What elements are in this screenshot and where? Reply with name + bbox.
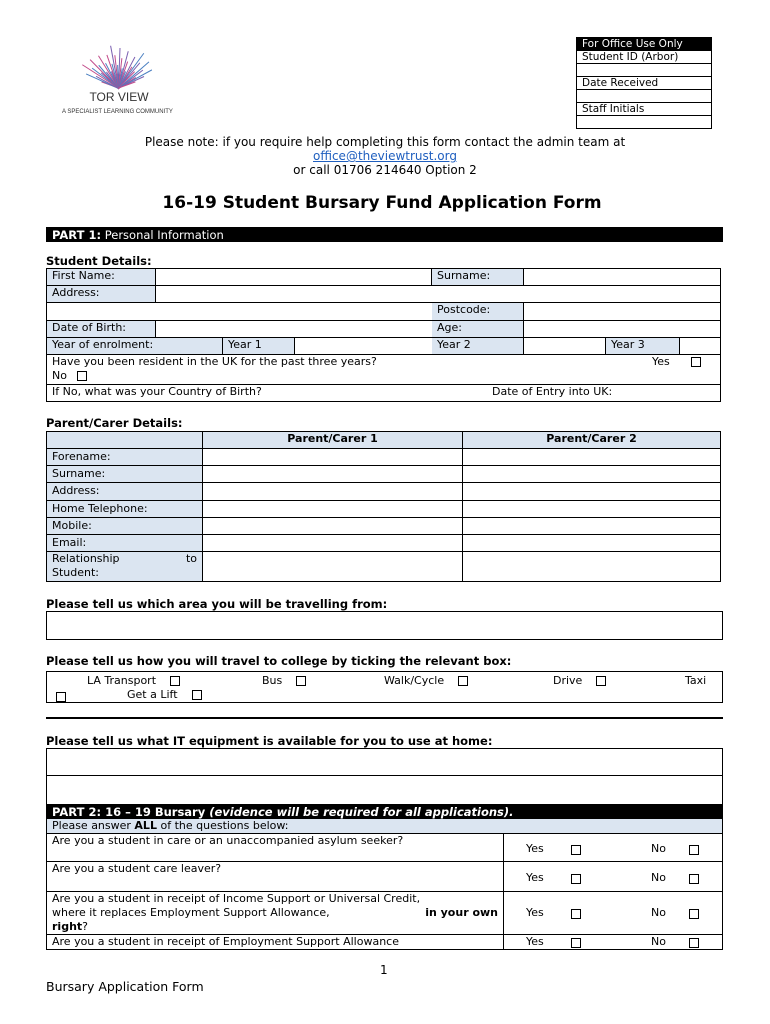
office-use-table: [576, 37, 712, 129]
parent-row-label: Address:: [46, 482, 203, 500]
school-logo: [60, 32, 195, 122]
address-field-line2[interactable]: [46, 302, 433, 321]
q3-line2-text: where it replaces Employment Support Allowance,: [52, 906, 330, 919]
office-date-received-field[interactable]: [577, 90, 712, 103]
q3-line3: [52, 920, 498, 934]
office-student-id-label: Student ID (Arbor): [577, 51, 712, 64]
parent-row-label: Surname:: [46, 465, 203, 483]
q4-yes-label: Yes: [526, 935, 544, 948]
travel-from-field[interactable]: [46, 611, 723, 640]
parent-row-label: Forename:: [46, 448, 203, 466]
year2-field[interactable]: [524, 337, 606, 355]
parent1-field[interactable]: [202, 517, 463, 535]
year3-label: Year 3: [606, 337, 680, 355]
year1-label: Year 1: [223, 337, 295, 355]
parent1-header: Parent/Carer 1: [202, 431, 463, 449]
q2-question: Are you a student care leaver?: [46, 861, 504, 892]
resident-yes-label: Yes: [652, 355, 670, 368]
relationship-word: Relationship: [52, 552, 120, 565]
parent-row-label: Mobile:: [46, 517, 203, 535]
q3-no-label: No: [651, 906, 666, 919]
q2-yes-checkbox[interactable]: [571, 874, 581, 884]
la-transport-checkbox[interactable]: [170, 676, 180, 686]
first-name-field[interactable]: [156, 268, 432, 286]
q1-question: Are you a student in care or an unaccompanied asylum seeker?: [46, 833, 504, 862]
address-label: Address:: [46, 285, 156, 303]
relationship-to: to: [185, 552, 197, 565]
travel-option-drive: [553, 674, 606, 688]
office-staff-initials-field[interactable]: [577, 116, 712, 129]
q3-line2: [52, 906, 498, 920]
parent2-field[interactable]: [462, 448, 721, 466]
q2-yes-label: Yes: [526, 871, 544, 884]
it-equipment-field-2[interactable]: [46, 775, 723, 805]
parent-details-heading: Parent/Carer Details:: [46, 416, 183, 430]
parent-row-label: Home Telephone:: [46, 500, 203, 518]
q3-yes-label: Yes: [526, 906, 544, 919]
footer-label: Bursary Application Form: [46, 979, 204, 994]
q2-no-label: No: [651, 871, 666, 884]
drive-label: Drive: [553, 674, 583, 687]
get-a-lift-label: Get a Lift: [127, 688, 178, 701]
la-transport-label: LA Transport: [87, 674, 157, 687]
q4-question: Are you a student in receipt of Employment Support Allowance: [46, 934, 504, 950]
parent1-field[interactable]: [202, 482, 463, 500]
office-title: For Office Use Only: [577, 38, 712, 51]
year2-label: Year 2: [432, 337, 524, 355]
q3-right: right: [52, 920, 83, 933]
travel-option-walk-cycle: [384, 674, 468, 688]
address-field[interactable]: [156, 285, 721, 303]
part1-title: Personal Information: [104, 228, 224, 242]
q1-no-checkbox[interactable]: [689, 845, 699, 855]
age-label: Age:: [432, 320, 524, 338]
q1-answers: [503, 833, 723, 862]
resident-no-checkbox[interactable]: [77, 371, 87, 381]
parent2-field[interactable]: [462, 534, 721, 552]
relationship-student: Student:: [52, 566, 100, 579]
dob-label: Date of Birth:: [46, 320, 156, 338]
answer-all: ALL: [134, 819, 157, 832]
it-equipment-heading: Please tell us what IT equipment is available for you to use at home:: [46, 734, 493, 748]
travel-options-box: [46, 671, 723, 703]
resident-yes-checkbox[interactable]: [691, 357, 701, 367]
parent-row-label: Email:: [46, 534, 203, 552]
resident-no-label: No: [52, 369, 67, 382]
q3-answers: [503, 891, 723, 935]
answer-instruction: [46, 819, 723, 834]
q3-no-checkbox[interactable]: [689, 909, 699, 919]
q4-yes-checkbox[interactable]: [571, 938, 581, 948]
page-number: 1: [380, 963, 388, 977]
q3-question: [46, 891, 504, 935]
it-equipment-field-1[interactable]: [46, 748, 723, 776]
office-staff-initials-label: Staff Initials: [577, 103, 712, 116]
q3-yes-checkbox[interactable]: [571, 909, 581, 919]
form-title: 16-19 Student Bursary Fund Application Form: [162, 193, 602, 213]
q3-line2-bold: in your own: [425, 906, 498, 919]
resident-question: Have you been resident in the UK for the past three years?: [52, 355, 377, 368]
q4-no-checkbox[interactable]: [689, 938, 699, 948]
q3-end: ?: [82, 920, 89, 933]
entry-date-label: Date of Entry into UK:: [492, 385, 613, 398]
parent2-relationship-field[interactable]: [462, 551, 721, 582]
q1-yes-label: Yes: [526, 842, 544, 855]
postcode-label: Postcode:: [432, 302, 524, 321]
travel-option-taxi-label: Taxi: [685, 674, 707, 687]
travel-from-heading: Please tell us which area you will be travelling from:: [46, 597, 388, 611]
enrolment-label: Year of enrolment:: [46, 337, 223, 355]
parent-details-table: [46, 431, 721, 582]
part1-label: PART 1:: [52, 228, 102, 242]
relationship-label: [46, 551, 203, 582]
parent1-field[interactable]: [202, 500, 463, 518]
part2-label: PART 2: 16 – 19 Bursary: [52, 805, 206, 819]
student-details-heading: Student Details:: [46, 254, 152, 268]
q3-line1: Are you a student in receipt of Income Support or Universal Credit,: [52, 892, 421, 905]
parent2-field[interactable]: [462, 500, 721, 518]
travel-option-la-transport: [87, 674, 180, 688]
logo-tagline: A SPECIALIST LEARNING COMMUNITY: [62, 109, 173, 115]
answer-post: of the questions below:: [156, 819, 289, 832]
parent2-header: Parent/Carer 2: [462, 431, 721, 449]
parent1-field[interactable]: [202, 534, 463, 552]
parent2-field[interactable]: [462, 465, 721, 483]
parent1-field[interactable]: [202, 448, 463, 466]
student-details-table: [46, 268, 721, 402]
age-field[interactable]: [524, 320, 721, 338]
parent1-field[interactable]: [202, 465, 463, 483]
part2-note: (evidence will be required for all applications).: [209, 805, 514, 819]
dob-field[interactable]: [156, 320, 433, 338]
drive-checkbox[interactable]: [596, 676, 606, 686]
part1-header: [46, 227, 723, 242]
get-a-lift-checkbox[interactable]: [192, 690, 202, 700]
walk-cycle-label: Walk/Cycle: [384, 674, 445, 687]
answer-pre: Please answer: [52, 819, 135, 832]
q2-no-checkbox[interactable]: [689, 874, 699, 884]
first-name-label: First Name:: [46, 268, 156, 286]
parent2-field[interactable]: [462, 517, 721, 535]
office-date-received-label: Date Received: [577, 77, 712, 90]
surname-label: Surname:: [432, 268, 524, 286]
parent1-relationship-field[interactable]: [202, 551, 463, 582]
office-student-id-field[interactable]: [577, 64, 712, 77]
q4-answers: [503, 934, 723, 950]
q1-yes-checkbox[interactable]: [571, 845, 581, 855]
travel-option-get-a-lift: [127, 688, 202, 702]
section-divider: [46, 717, 723, 719]
help-note-text: Please note: if you require help completing this form contact the admin team at: [144, 135, 626, 149]
resident-yes: [652, 355, 701, 369]
resident-question-row: [46, 354, 721, 385]
part2-header: [46, 804, 723, 819]
travel-how-heading: Please tell us how you will travel to college by ticking the relevant box:: [46, 654, 512, 668]
year3-field[interactable]: [680, 337, 721, 355]
walk-cycle-checkbox[interactable]: [458, 676, 468, 686]
surname-field[interactable]: [524, 268, 721, 286]
bus-label: Bus: [262, 674, 283, 687]
year1-field[interactable]: [295, 337, 433, 355]
birth-question: If No, what was your Country of Birth?: [52, 385, 262, 398]
logo-name: TOR VIEW: [89, 90, 149, 104]
taxi-checkbox[interactable]: [56, 692, 66, 702]
parent2-field[interactable]: [462, 482, 721, 500]
bus-checkbox[interactable]: [296, 676, 306, 686]
travel-option-bus: [262, 674, 306, 688]
postcode-field[interactable]: [524, 302, 721, 321]
parent-header-blank: [46, 431, 203, 449]
q1-no-label: No: [651, 842, 666, 855]
help-note: [0, 135, 770, 177]
help-email-link[interactable]: office@theviewtrust.org: [313, 149, 457, 163]
help-phone: or call 01706 214640 Option 2: [293, 163, 477, 177]
sunburst-icon: [60, 32, 195, 92]
q4-no-label: No: [651, 935, 666, 948]
bursary-questions-table: [46, 833, 723, 949]
q2-answers: [503, 861, 723, 892]
resident-no: [52, 369, 715, 383]
birth-row: [46, 384, 721, 402]
